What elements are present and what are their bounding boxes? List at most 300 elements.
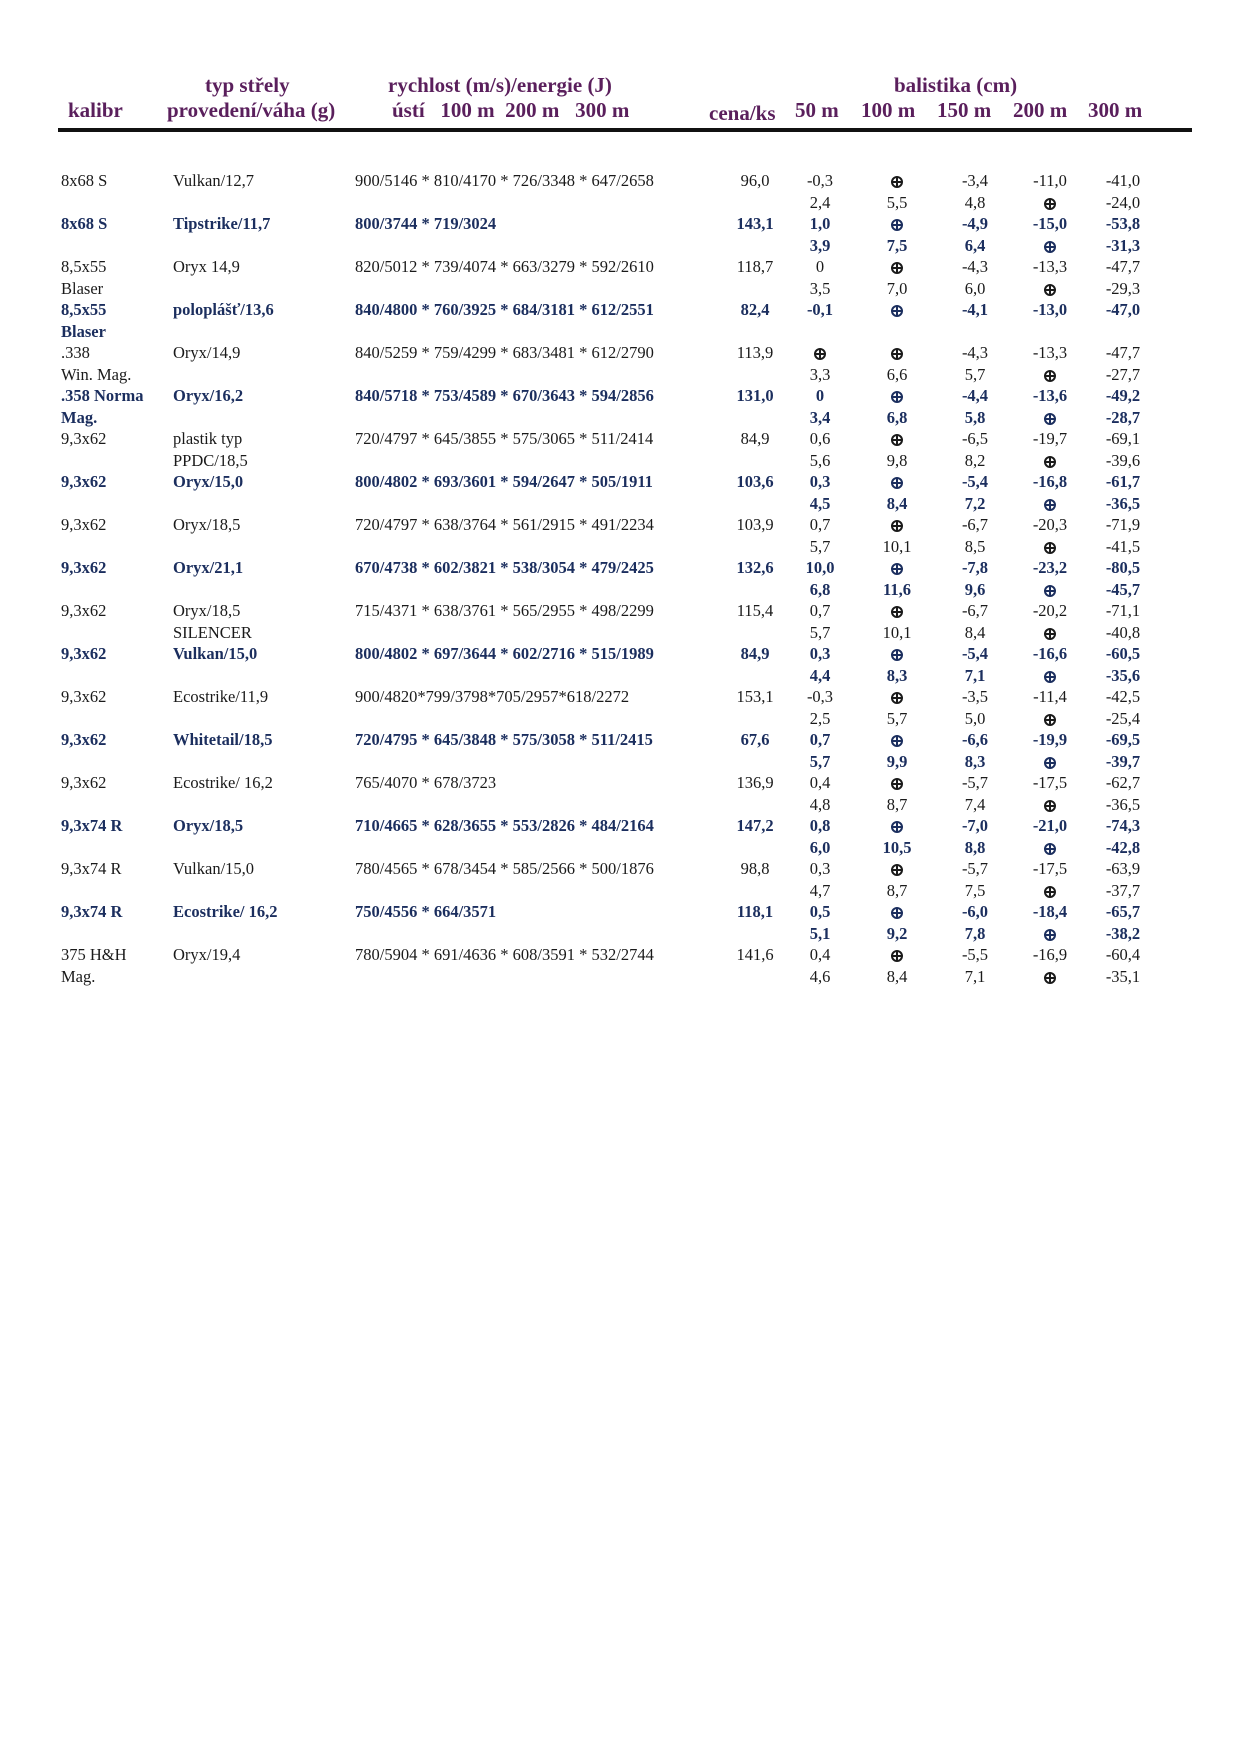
table-row [0,643,1240,686]
zero-crosshair-icon [1044,370,1056,382]
typ-strely-cell: Vulkan/12,7 [173,171,255,190]
ballistics-b150-cell: 7,5 [964,880,986,900]
ballistics-b300-cell: -39,6 [1105,450,1141,470]
ballistics-b100-cell: 8,4 [886,966,908,986]
header-b100: 100 m [861,98,916,122]
ballistics-b50-cell: 10,0 [805,558,835,577]
ballistics-b150-cell: 5,8 [964,407,986,427]
ballistics-b150-cell: -4,3 [961,257,989,276]
cena-cell: 103,9 [736,515,774,534]
ballistics-b50-cell: 5,7 [809,622,831,642]
ballistics-b100-cell: 10,1 [882,536,912,556]
ballistics-b200-cell [1044,622,1056,644]
typ-strely-cell: poloplášť/13,6 [173,300,274,319]
zero-crosshair-icon [1044,972,1056,984]
ballistics-b200-cell: -18,4 [1032,902,1068,921]
ballistics-b150-cell: -4,9 [961,214,989,233]
zero-crosshair-icon [891,520,903,532]
ballistics-b150-cell: 5,7 [964,364,986,384]
ballistics-b100-cell: 9,8 [886,450,908,470]
rychlost-energie-cell: 800/3744 * 719/3024 [355,214,497,233]
rychlost-energie-cell: 670/4738 * 602/3821 * 538/3054 * 479/2425 [355,558,654,577]
header-b150: 150 m [937,98,992,122]
zero-crosshair-icon [891,176,903,188]
ballistics-b200-cell [1044,407,1056,429]
ballistics-b200-cell [1044,708,1056,730]
ballistics-b150-cell: -6,7 [961,515,989,534]
ballistics-b200-cell: -13,0 [1032,300,1068,319]
ballistics-b200-cell: -19,9 [1032,730,1068,749]
typ-strely-cell: Oryx/18,5 [173,515,241,534]
ballistics-b150-cell: 6,4 [964,235,986,255]
kalibr-cell: 9,3x74 R [61,859,122,878]
ballistics-b100-cell: 6,8 [886,407,908,427]
zero-crosshair-icon [891,649,903,661]
ballistics-b100-cell: 8,7 [886,880,908,900]
cena-cell: 153,1 [736,687,774,706]
ballistics-b200-cell [1044,192,1056,214]
table-row [0,299,1240,342]
ballistics-b150-cell: -5,4 [961,644,989,663]
ballistics-b50-cell: 0,4 [809,945,831,964]
ballistics-b100-cell: 7,0 [886,278,908,298]
table-row [0,600,1240,643]
rychlost-energie-cell: 840/4800 * 760/3925 * 684/3181 * 612/2551 [355,300,654,319]
kalibr-cell: 9,3x62 [61,558,107,577]
zero-crosshair-icon [1044,456,1056,468]
ballistics-b150-cell: -7,0 [961,816,989,835]
ballistics-b100-cell [891,514,903,536]
ballistics-b300-cell: -40,8 [1105,622,1141,642]
ballistics-b50-cell: 0,4 [809,773,831,792]
ballistics-b300-cell: -25,4 [1105,708,1141,728]
zero-crosshair-icon [1044,241,1056,253]
typ-strely-cell: Ecostrike/ 16,2 [173,902,278,921]
ballistics-b150-cell: -6,5 [961,429,989,448]
ballistics-b50-cell: 6,0 [809,837,831,857]
header-divider [58,128,1192,132]
cena-cell: 131,0 [736,386,774,405]
ballistics-b200-cell: -16,6 [1032,644,1068,663]
cena-cell: 136,9 [736,773,774,792]
ballistics-b50-cell: 3,9 [809,235,831,255]
kalibr-cell: 9,3x62 [61,730,107,749]
ballistics-b200-cell: -16,9 [1032,945,1068,964]
rychlost-energie-cell: 820/5012 * 739/4074 * 663/3279 * 592/2610 [355,257,654,276]
ballistics-b300-cell: -65,7 [1105,902,1141,921]
kalibr-cell: 9,3x74 R [61,816,123,835]
rychlost-energie-cell: 765/4070 * 678/3723 [355,773,497,792]
ballistics-b100-cell [891,342,903,364]
ballistics-b300-cell: -36,5 [1105,794,1141,814]
ballistics-b100-cell: 6,6 [886,364,908,384]
ballistics-b150-cell: 7,1 [964,665,986,685]
ballistics-b100-cell: 7,5 [886,235,908,255]
cena-cell: 96,0 [740,171,770,190]
table-row [0,944,1240,987]
cena-cell: 143,1 [736,214,774,233]
cena-cell: 113,9 [736,343,774,362]
table-row [0,471,1240,514]
cena-cell: 103,6 [736,472,774,491]
ballistics-b150-cell: 8,3 [964,751,986,771]
ballistics-b200-cell [1044,579,1056,601]
ballistics-b150-cell: 7,4 [964,794,986,814]
typ-strely-cell: Oryx/21,1 [173,558,244,577]
typ-strely-cell-line2: SILENCER [173,622,252,642]
header-balistika: balistika (cm) [894,73,1018,97]
ballistics-b200-cell: -11,0 [1033,171,1067,190]
cena-cell: 147,2 [736,816,774,835]
typ-strely-cell: Oryx/18,5 [173,601,241,620]
ballistics-b300-cell: -27,7 [1105,364,1141,384]
rychlost-energie-cell: 720/4797 * 638/3764 * 561/2915 * 491/2234 [355,515,654,534]
ballistics-b200-cell: -23,2 [1032,558,1068,577]
ballistics-b100-cell [891,428,903,450]
ballistics-b300-cell: -38,2 [1105,923,1141,943]
zero-crosshair-icon [891,219,903,231]
ballistics-b150-cell: -6,7 [961,601,989,620]
ballistics-b100-cell [891,944,903,966]
kalibr-cell: 9,3x62 [61,515,107,534]
ballistics-b50-cell: 0,7 [809,515,831,534]
rychlost-energie-cell: 840/5259 * 759/4299 * 683/3481 * 612/2790 [355,343,654,362]
table-row [0,557,1240,600]
typ-strely-cell: Tipstrike/11,7 [173,214,271,233]
ballistics-b200-cell: -11,4 [1033,687,1067,706]
ballistics-b200-cell: -13,6 [1032,386,1068,405]
ballistics-b150-cell: -5,7 [961,859,989,878]
ballistics-b100-cell [891,299,903,321]
ballistics-b100-cell [891,686,903,708]
ballistics-b150-cell: -4,1 [961,300,989,319]
ballistics-b300-cell: -61,7 [1105,472,1141,491]
ballistics-b50-cell: 0,3 [809,859,831,878]
ballistics-b50-cell: 0,3 [809,472,831,491]
ballistics-b200-cell: -16,8 [1032,472,1068,491]
zero-crosshair-icon [891,692,903,704]
ballistics-b100-cell: 5,5 [886,192,908,212]
ballistics-b300-cell: -41,0 [1105,171,1141,190]
kalibr-cell: 9,3x74 R [61,902,123,921]
ballistics-b100-cell [891,256,903,278]
zero-crosshair-icon [814,348,826,360]
zero-crosshair-icon [891,477,903,489]
zero-crosshair-icon [1044,886,1056,898]
ballistics-b100-cell: 5,7 [886,708,908,728]
ballistics-b50-cell: 6,8 [809,579,831,599]
header-typ-strely: typ střely [205,73,290,97]
rychlost-energie-cell: 720/4795 * 645/3848 * 575/3058 * 511/2415 [355,730,653,749]
header-provedeni-vaha: provedení/váha (g) [167,98,336,122]
zero-crosshair-icon [891,348,903,360]
ballistics-b200-cell [1044,966,1056,988]
ballistics-b100-cell [891,471,903,493]
ballistics-b150-cell: -5,4 [961,472,989,491]
kalibr-cell-line2: Blaser [61,321,106,341]
typ-strely-cell: Ecostrike/ 16,2 [173,773,273,792]
ballistics-b50-cell: 0,8 [809,816,831,835]
table-row [0,256,1240,299]
ballistics-b50-cell: 4,7 [809,880,831,900]
ballistics-b200-cell [1044,364,1056,386]
zero-crosshair-icon [891,821,903,833]
ballistics-b50-cell: 4,6 [809,966,831,986]
ballistics-b100-cell: 8,3 [886,665,908,685]
zero-crosshair-icon [1044,714,1056,726]
kalibr-cell-line2: Mag. [61,966,96,986]
rychlost-energie-cell: 715/4371 * 638/3761 * 565/2955 * 498/2299 [355,601,654,620]
zero-crosshair-icon [891,305,903,317]
ballistics-b300-cell: -37,7 [1105,880,1141,900]
ballistics-b100-cell: 8,4 [886,493,908,513]
ballistics-b300-cell: -28,7 [1105,407,1141,427]
kalibr-cell: 9,3x62 [61,601,107,620]
ballistics-b50-cell [814,342,826,364]
ballistics-b200-cell: -13,3 [1032,343,1068,362]
table-row [0,686,1240,729]
ballistics-b200-cell [1044,235,1056,257]
ballistics-b200-cell: -13,3 [1032,257,1068,276]
ballistics-b100-cell [891,729,903,751]
header-distances: ústí 100 m 200 m 300 m [392,98,630,122]
cena-cell: 132,6 [736,558,774,577]
zero-crosshair-icon [891,864,903,876]
ballistics-b300-cell: -47,0 [1105,300,1141,319]
ballistics-b50-cell: 5,7 [809,536,831,556]
header-b50: 50 m [795,98,839,122]
rychlost-energie-cell: 750/4556 * 664/3571 [355,902,497,921]
ballistics-b200-cell: -20,2 [1032,601,1068,620]
rychlost-energie-cell: 840/5718 * 753/4589 * 670/3643 * 594/2856 [355,386,654,405]
table-row [0,213,1240,256]
zero-crosshair-icon [891,950,903,962]
kalibr-cell: 9,3x62 [61,472,107,491]
header-kalibr: kalibr [68,98,123,122]
ballistics-b300-cell: -63,9 [1105,859,1141,878]
zero-crosshair-icon [891,391,903,403]
zero-crosshair-icon [891,262,903,274]
ballistics-b50-cell: 0,5 [809,902,831,921]
ballistics-b150-cell: 7,2 [964,493,986,513]
table-row [0,815,1240,858]
ballistics-b50-cell: -0,3 [806,171,834,190]
ballistics-b50-cell: 0,7 [809,601,831,620]
zero-crosshair-icon [1044,628,1056,640]
ballistics-b150-cell: 9,6 [964,579,986,599]
ballistics-b50-cell: 5,1 [809,923,831,943]
zero-crosshair-icon [891,606,903,618]
ballistics-b300-cell: -47,7 [1105,257,1141,276]
kalibr-cell: .358 Norma [61,386,144,405]
ballistics-b200-cell: -19,7 [1032,429,1068,448]
cena-cell: 84,9 [740,429,770,448]
header-rychlost-energie: rychlost (m/s)/energie (J) [388,73,612,97]
ballistics-b100-cell [891,815,903,837]
ballistics-b50-cell: 4,5 [809,493,831,513]
typ-strely-cell: Oryx/14,9 [173,343,241,362]
zero-crosshair-icon [891,735,903,747]
zero-crosshair-icon [1044,929,1056,941]
ballistics-b100-cell: 8,7 [886,794,908,814]
cena-cell: 67,6 [740,730,770,749]
kalibr-cell-line2: Blaser [61,278,104,298]
ballistics-b300-cell: -35,6 [1105,665,1141,685]
ballistics-b150-cell: 7,1 [964,966,986,986]
ballistics-b150-cell: 7,8 [964,923,986,943]
zero-crosshair-icon [1044,585,1056,597]
ballistics-b50-cell: 2,5 [809,708,831,728]
zero-crosshair-icon [1044,843,1056,855]
ballistics-b300-cell: -53,8 [1105,214,1141,233]
ballistics-b150-cell: 8,8 [964,837,986,857]
ballistics-b100-cell [891,858,903,880]
ballistics-b150-cell: 4,8 [964,192,986,212]
ballistics-b100-cell [891,643,903,665]
ballistics-b300-cell: -31,3 [1105,235,1141,255]
cena-cell: 82,4 [740,300,770,319]
ballistics-b100-cell [891,170,903,192]
kalibr-cell: .338 [61,343,90,362]
ballistics-b100-cell [891,557,903,579]
ballistics-b100-cell: 10,1 [882,622,912,642]
ballistics-b50-cell: 0,3 [809,644,831,663]
ballistics-b50-cell: 0 [815,257,825,276]
ballistics-b100-cell: 10,5 [882,837,912,857]
ballistics-b300-cell: -69,5 [1105,730,1141,749]
zero-crosshair-icon [1044,671,1056,683]
cena-cell: 84,9 [740,644,770,663]
ballistics-b300-cell: -71,1 [1105,601,1141,620]
zero-crosshair-icon [1044,757,1056,769]
ballistics-b50-cell: -0,3 [806,687,834,706]
kalibr-cell: 8,5x55 [61,300,107,319]
ballistics-b200-cell: -20,3 [1032,515,1068,534]
ballistics-b200-cell [1044,923,1056,945]
kalibr-cell-line2: Win. Mag. [61,364,132,384]
cena-cell: 98,8 [740,859,770,878]
table-row [0,385,1240,428]
ballistics-b300-cell: -74,3 [1105,816,1141,835]
ballistics-b50-cell: 3,3 [809,364,831,384]
ballistics-b150-cell: -4,3 [961,343,989,362]
ballistics-b300-cell: -24,0 [1105,192,1141,212]
kalibr-cell: 8,5x55 [61,257,107,276]
ballistics-b200-cell [1044,665,1056,687]
ballistics-b50-cell: 1,0 [809,214,831,233]
ballistics-b100-cell [891,901,903,923]
table-row [0,729,1240,772]
ballistics-b200-cell [1044,536,1056,558]
typ-strely-cell: Oryx/15,0 [173,472,244,491]
header-b200: 200 m [1013,98,1068,122]
typ-strely-cell: Whitetail/18,5 [173,730,273,749]
zero-crosshair-icon [1044,284,1056,296]
ballistics-b200-cell [1044,450,1056,472]
typ-strely-cell: Oryx/16,2 [173,386,244,405]
ballistics-b150-cell: 8,4 [964,622,986,642]
typ-strely-cell: Oryx 14,9 [173,257,240,276]
table-row [0,901,1240,944]
cena-cell: 118,1 [736,902,774,921]
table-row [0,342,1240,385]
header-cena-ks: cena/ks [709,101,776,125]
ballistics-b200-cell [1044,837,1056,859]
ballistics-b200-cell [1044,751,1056,773]
ballistics-b300-cell: -69,1 [1105,429,1141,448]
ballistics-b200-cell: -15,0 [1032,214,1068,233]
ballistics-b200-cell [1044,278,1056,300]
ballistics-b200-cell [1044,493,1056,515]
ballistics-b100-cell [891,600,903,622]
cena-cell: 118,7 [736,257,774,276]
zero-crosshair-icon [891,434,903,446]
ballistics-b300-cell: -36,5 [1105,493,1141,513]
kalibr-cell: 9,3x62 [61,687,107,706]
zero-crosshair-icon [1044,499,1056,511]
rychlost-energie-cell: 900/4820*799/3798*705/2957*618/2272 [355,687,630,706]
ballistics-b150-cell: -3,5 [961,687,989,706]
ballistics-b300-cell: -60,5 [1105,644,1141,663]
zero-crosshair-icon [1044,413,1056,425]
zero-crosshair-icon [891,563,903,575]
rychlost-energie-cell: 900/5146 * 810/4170 * 726/3348 * 647/2658 [355,171,654,190]
ballistics-b150-cell: -5,5 [961,945,989,964]
table-row [0,170,1240,213]
typ-strely-cell-line2: PPDC/18,5 [173,450,248,470]
ballistics-b100-cell [891,213,903,235]
typ-strely-cell: plastik typ [173,429,243,448]
table-row [0,858,1240,901]
zero-crosshair-icon [1044,198,1056,210]
ballistics-b300-cell: -41,5 [1105,536,1141,556]
kalibr-cell: 9,3x62 [61,429,107,448]
ballistics-b300-cell: -62,7 [1105,773,1141,792]
zero-crosshair-icon [1044,542,1056,554]
ballistics-b300-cell: -71,9 [1105,515,1141,534]
ballistics-b50-cell: 0,6 [809,429,831,448]
ballistics-b200-cell: -21,0 [1032,816,1068,835]
kalibr-cell: 375 H&H [61,945,127,964]
ballistics-b300-cell: -60,4 [1105,945,1141,964]
ballistics-b300-cell: -47,7 [1105,343,1141,362]
typ-strely-cell: Vulkan/15,0 [173,859,255,878]
ballistics-b150-cell: 5,0 [964,708,986,728]
ballistics-b300-cell: -80,5 [1105,558,1141,577]
ballistics-b50-cell: 4,4 [809,665,831,685]
kalibr-cell: 9,3x62 [61,644,107,663]
kalibr-cell: 9,3x62 [61,773,107,792]
cena-cell: 115,4 [736,601,774,620]
rychlost-energie-cell: 800/4802 * 693/3601 * 594/2647 * 505/1911 [355,472,653,491]
ballistics-b200-cell: -17,5 [1032,773,1068,792]
ballistics-b300-cell: -45,7 [1105,579,1141,599]
zero-crosshair-icon [1044,800,1056,812]
ballistics-b150-cell: -6,6 [961,730,989,749]
kalibr-cell: 8x68 S [61,214,108,233]
ballistics-b50-cell: 5,6 [809,450,831,470]
rychlost-energie-cell: 800/4802 * 697/3644 * 602/2716 * 515/1989 [355,644,654,663]
ballistics-b150-cell: -4,4 [961,386,989,405]
ballistics-b50-cell: 0 [815,386,825,405]
ballistics-b50-cell: 4,8 [809,794,831,814]
ballistics-b50-cell: 3,5 [809,278,831,298]
ballistics-b200-cell: -17,5 [1032,859,1068,878]
cena-cell: 141,6 [736,945,774,964]
ballistics-b150-cell: 8,5 [964,536,986,556]
ballistics-b50-cell: 3,4 [809,407,831,427]
zero-crosshair-icon [891,907,903,919]
